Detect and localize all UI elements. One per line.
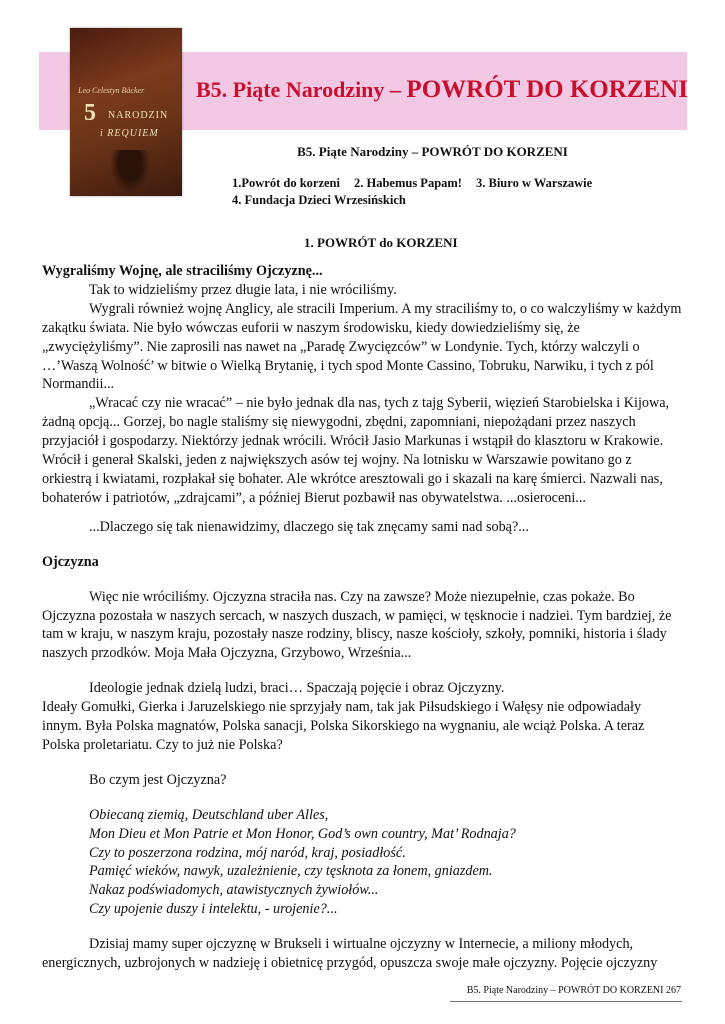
- paragraph: Wygrali również wojnę Anglicy, ale stracili Imperium. A my straciliśmy to, o co walczyliśmy w każdym zakątku świata. Nie było wówczas euforii w naszym środowisku, kiedy dowiedzieliśmy się, że „zwyciężyliśmy”. Nie zaprosili nas nawet na „Paradę Zwycięzców” w Londynie. Tych, którzy walczyli o …’Waszą Wolność’ w bitwie o Wielką Brytanię, i tych spod Monte Cassino, Tobruku, Narwiku, i tych z pól Normandii...: [42, 300, 682, 393]
- table-of-contents: [232, 175, 606, 209]
- heading-wygralismy: Wygraliśmy Wojnę, ale straciliśmy Ojczyznę...: [42, 263, 323, 279]
- banner-title-small: B5. Piąte Narodziny –: [196, 77, 407, 102]
- banner-title: [196, 76, 688, 104]
- book-cover-image: [70, 28, 182, 196]
- paragraph: ...Dlaczego się tak nienawidzimy, dlaczego się tak znęcamy sami nad sobą?...: [89, 518, 529, 535]
- poem-line: Obiecaną ziemią, Deutschland uber Alles,: [89, 806, 329, 823]
- banner-title-big: POWRÓT DO KORZENI: [406, 76, 688, 103]
- poem-line: Czy to poszerzona rodzina, mój naród, kraj, posiadłość.: [89, 844, 406, 861]
- cover-author: Leo Celestyn Bäcker: [78, 86, 145, 95]
- toc-item-3: 3. Biuro w Warszawie: [475, 176, 593, 190]
- toc-line-2: 4. Fundacja Dzieci Wrzesińskich: [232, 193, 406, 207]
- cover-title-word1: NARODZIN: [108, 110, 169, 121]
- toc-line-1: [232, 175, 606, 192]
- toc-item-1: 1.Powrót do korzeni: [232, 176, 340, 190]
- cover-number: 5: [84, 100, 96, 126]
- paragraph: Bo czym jest Ojczyzna?: [89, 771, 227, 788]
- page-footer: B5. Piąte Narodziny – POWRÓT DO KORZENI 267: [466, 985, 681, 996]
- paragraph: Ideologie jednak dzielą ludzi, braci… Spaczają pojęcie i obraz Ojczyzny.: [89, 680, 505, 697]
- heading-ojczyzna: Ojczyzna: [42, 553, 99, 570]
- chapter-subtitle: B5. Piąte Narodziny – POWRÓT DO KORZENI: [297, 144, 568, 159]
- footer-rule: [450, 1001, 682, 1002]
- body-text: [42, 262, 682, 973]
- poem-line: Nakaz podświadomych, atawistycznych żywiołów...: [89, 882, 379, 899]
- paragraph: „Wracać czy nie wracać” – nie było jednak dla nas, tych z tajg Syberii, więzień Starobielska i Kijowa, żadną opcją... Gorzej, bo nagle staliśmy się niewygodni, zbędni, zapomniani, niepożądani przez naszych przyjaciół i gospodarzy. Niektórzy jednak wrócili. Wrócił Jasio Markunas i wstąpił do klasztoru w Krakowie. Wrócił i generał Skalski, jeden z największych asów tej wojny. Na lotnisku w Warszawie powitano go z orkiestrą i kwiatami, rozpłakał się bohater. Ale wkrótce aresztowali go i skazali na karę śmierci. Nazwali nas, bohaterów i patriotów, „zdrajcami”, a później Bierut pozbawił nas obywatelstwa. ...osieroceni...: [42, 395, 670, 506]
- section-title: 1. POWRÓT do KORZENI: [304, 235, 458, 250]
- paragraph: Więc nie wróciliśmy. Ojczyzna straciła nas. Czy na zawsze? Może niezupełnie, czas pokaże. Bo Ojczyzna pozostała w naszych sercach, w naszych duszach, w pamięci, w tęsknocie i nadziei. Tym bardziej, że tam w kraju, w naszym kraju, pozostały nasze rodziny, bliscy, nasze kościoły, szkoły, pomniki, historia i ślady naszych przodków. Moja Mała Ojczyzna, Grzybowo, Września...: [42, 588, 672, 662]
- toc-item-2: 2. Habemus Papam!: [353, 176, 462, 190]
- poem-line: Czy upojenie duszy i intelektu, - urojenie?...: [89, 901, 338, 918]
- poem-line: Mon Dieu et Mon Patrie et Mon Honor, God’s own country, Mat’ Rodnaja?: [89, 825, 516, 842]
- paragraph: Dzisiaj mamy super ojczyznę w Brukseli i wirtualne ojczyzny w Internecie, a miliony młodych, energicznych, uzbrojonych w nadzieję i obietnicę przygód, opuszcza swoje małe ojczyzny. Pojęcie ojczyzny: [42, 936, 658, 972]
- paragraph: Ideały Gomułki, Gierka i Jaruzelskiego nie sprzyjały nam, tak jak Piłsudskiego i Wałęsy nie odpowiadały innym. Była Polska magnatów, Polska sanacji, Polska Sikorskiego na wygnaniu, ale wciąż Polska. A teraz Polska proletariatu. Czy to już nie Polska?: [42, 699, 645, 753]
- poem-line: Pamięć wieków, nawyk, uzależnienie, czy tęsknota za łonem, gniazdem.: [89, 863, 493, 880]
- cover-title-word2: i REQUIEM: [100, 128, 159, 139]
- paragraph: Tak to widzieliśmy przez długie lata, i nie wróciliśmy.: [89, 281, 397, 298]
